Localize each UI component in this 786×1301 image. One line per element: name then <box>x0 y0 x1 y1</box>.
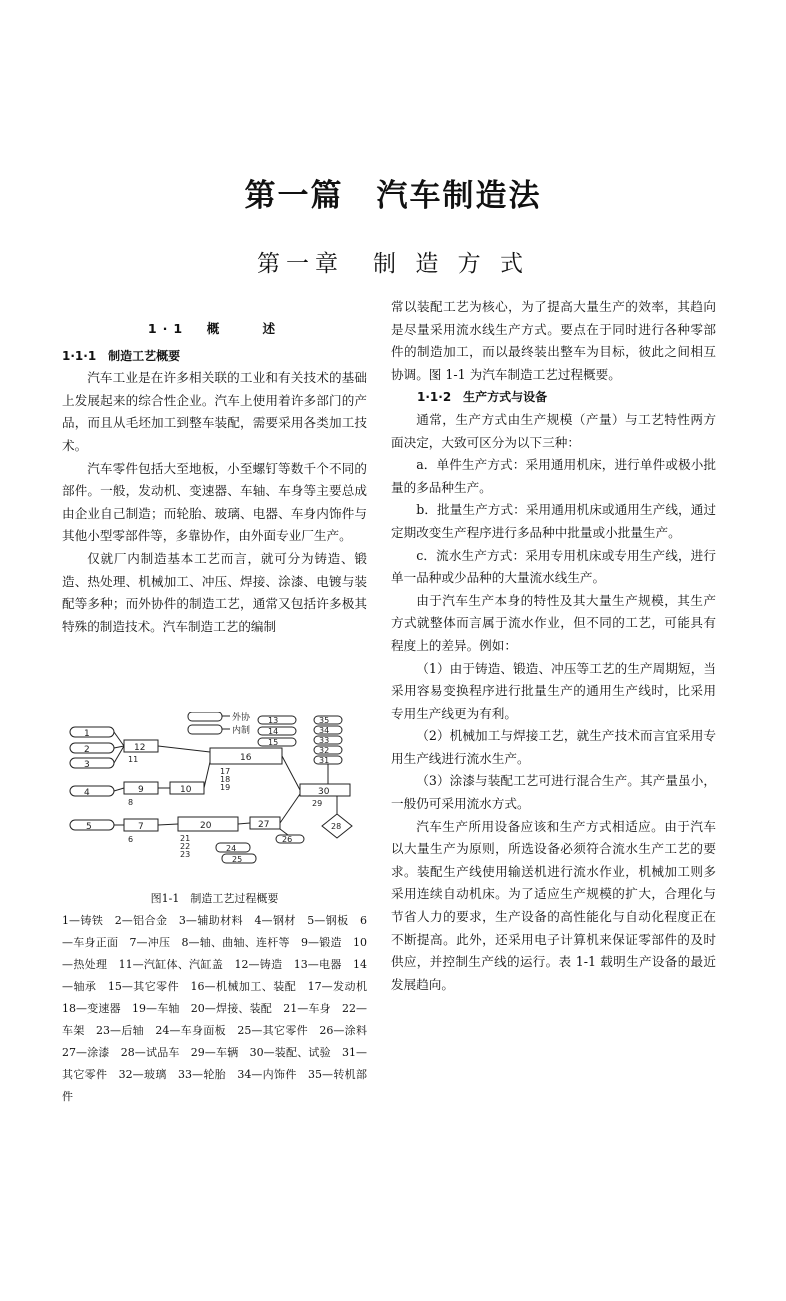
paragraph: 通常，生产方式由生产规模（产量）与工艺特性两方面决定，大致可区分为以下三种： <box>391 411 716 450</box>
section-heading: 1·1 概 述 <box>147 321 282 336</box>
process-flow-diagram <box>62 712 367 872</box>
node-9-label: 9 <box>138 785 144 795</box>
node-4 <box>70 786 114 796</box>
list-item: c．流水生产方式：采用专用机床或专用生产线，进行单一品种或少品种的大量流水线生产。 <box>391 547 716 586</box>
list-item: a．单件生产方式：采用通用机床，进行单件或极小批量的多品种生产。 <box>391 457 716 495</box>
node-5-label: 5 <box>86 822 92 832</box>
node-4-label: 4 <box>84 788 90 798</box>
legend-neizhi-box <box>188 725 222 734</box>
node-26-label: 26 <box>282 835 293 844</box>
node-3-label: 3 <box>84 760 90 770</box>
node-18-label: 18 <box>220 775 231 784</box>
node-14-label: 14 <box>268 727 279 736</box>
node-34-label: 34 <box>319 726 330 735</box>
node-17-label: 17 <box>220 767 231 776</box>
list-item: （2）机械加工与焊接工艺，就生产技术而言宜采用专用生产线进行流水生产。 <box>391 728 716 766</box>
node-30-label: 30 <box>318 787 330 797</box>
list-item: b．批量生产方式：采用通用机床或通用生产线，通过定期改变生产程序进行多品种中批量或小批量生产。 <box>391 502 716 540</box>
legend-neizhi-label: 内制 <box>232 726 251 736</box>
node-25-label: 25 <box>232 855 243 864</box>
paragraph: 由于汽车生产本身的特性及其大量生产规模，其生产方式就整体而言属于流水作业，但不同的工艺，可能具有程度上的差异。例如： <box>391 592 716 653</box>
node-35-label: 35 <box>319 716 330 725</box>
node-7-label: 7 <box>138 822 144 832</box>
node-11-label: 11 <box>128 755 139 764</box>
legend-waixie-box <box>188 712 222 721</box>
paragraph: 汽车工业是在许多相关联的工业和有关技术的基础上发展起来的综合性企业。汽车上使用着许多部门的产品，而且从毛坯加工到整车装配，需要采用各类加工技术。 <box>62 370 367 453</box>
part-title: 第一篇 汽车制造法 <box>244 178 542 214</box>
node-28-label: 28 <box>331 822 342 831</box>
node-10-label: 10 <box>180 785 192 795</box>
right-column <box>391 296 716 996</box>
figure-caption: 图1-1 制造工艺过程概要 <box>150 892 279 905</box>
node-33-label: 33 <box>319 736 330 745</box>
node-3 <box>70 758 114 768</box>
legend-waixie-label: 外协 <box>232 713 251 723</box>
node-2-label: 2 <box>84 745 90 755</box>
node-31-label: 31 <box>319 756 330 765</box>
node-22-label: 22 <box>180 842 191 851</box>
node-6-label: 6 <box>128 835 134 844</box>
node-21-label: 21 <box>180 834 191 843</box>
node-1-label: 1 <box>84 729 90 739</box>
node-32-label: 32 <box>319 746 330 755</box>
node-16-label: 16 <box>240 753 252 763</box>
node-8-label: 8 <box>128 798 134 807</box>
node-19-label: 19 <box>220 783 231 792</box>
node-27-label: 27 <box>258 820 270 830</box>
paragraph: 汽车零件包括大至地板，小至螺钉等数千个不同的部件。一般，发动机、变速器、车轴、车身等主要总成由企业自己制造；而轮胎、玻璃、电器、车身内饰件与其他小型零部件等，多靠协作，由外面专业厂生产。 <box>62 460 367 544</box>
subsection-heading-1: 1·1·1 制造工艺概要 <box>62 348 181 363</box>
paragraph: 常以装配工艺为核心，为了提高大量生产的效率，其趋向是尽量采用流水线生产方式。要点在于同时进行各种零部件的制造加工，而以最终装出整车为目标，彼此之间相互协调。图 1-1 为汽车制造工艺过程概要。 <box>391 299 716 382</box>
node-5 <box>70 820 114 830</box>
chapter-title: 第一章 制 造 方 式 <box>257 251 529 277</box>
left-column <box>62 316 367 638</box>
subsection-heading-2: 1·1·2 生产方式与设备 <box>417 390 548 405</box>
list-item: （1）由于铸造、锻造、冲压等工艺的生产周期短，当采用容易变换程序进行批量生产的通用生产线时，比采用专用生产线更为有利。 <box>391 660 716 721</box>
node-2 <box>70 743 114 753</box>
paragraph: 仅就厂内制造基本工艺而言，就可分为铸造、锻造、热处理、机械加工、冲压、焊接、涂漆、电镀与装配等多种；而外协件的制造工艺，通常又包括许多极其特殊的制造技术。汽车制造工艺的编制 <box>62 550 367 634</box>
node-20-label: 20 <box>200 821 212 831</box>
node-13-label: 13 <box>268 716 279 725</box>
node-29-label: 29 <box>312 799 323 808</box>
list-item: （3）涂漆与装配工艺可进行混合生产。其产量虽小，一般仍可采用流水方式。 <box>391 773 716 812</box>
node-23-label: 23 <box>180 850 191 859</box>
node-24-label: 24 <box>226 844 237 853</box>
paragraph: 汽车生产所用设备应该和生产方式相适应。由于汽车以大量生产为原则，所选设备必须符合流水生产工艺的要求。装配生产线使用输送机进行流水作业，机械加工则多采用连续自动机床。为了适应生产规模的扩大，合理化与节省人力的要求，生产设备的高性能化与自动化程度正在不断提高。此外，还采用电子计算机来保证零部件的及时供应，并控制生产线的运行。表 1-1 载明生产设备的最近发展趋向。 <box>391 818 716 992</box>
node-1 <box>70 727 114 737</box>
figure-legend: 1—铸铁 2—铝合金 3—辅助材料 4—钢材 5—钢板 6—车身正面 7—冲压 8—轴、曲轴、连杆等 9—锻造 10—热处理 11—汽缸体、汽缸盖 12—铸造 13—电器 14—轴承 15—其它零件 16—机械加工、装配 17—发动机 18—变速器 19—车轴 20—焊接、装配 21—车身 22—车架 23—后轴 24—车身面板 25—其它零件 26—涂料 27—涂漆 28—试品车 29—车辆 30—装配、试验 31—其它零件 32—玻璃 33—轮胎 34—内饰件 35—转机部件 <box>62 914 378 1103</box>
node-12-label: 12 <box>134 743 146 753</box>
node-15-label: 15 <box>268 738 279 747</box>
